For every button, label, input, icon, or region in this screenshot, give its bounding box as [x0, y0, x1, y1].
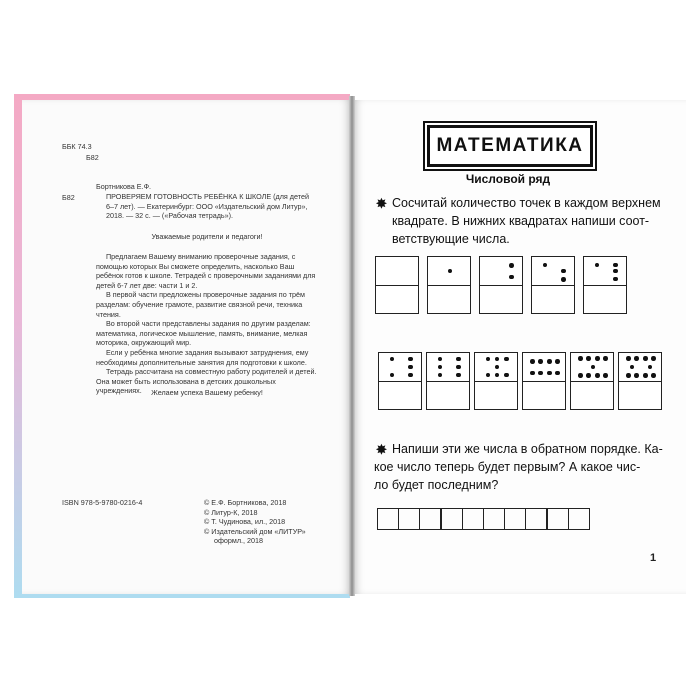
domino-answer-box[interactable] [376, 286, 418, 313]
domino-dot [578, 373, 583, 378]
domino-answer-box[interactable] [480, 286, 522, 313]
answer-cell[interactable] [398, 508, 421, 530]
copyright-block [204, 498, 324, 546]
domino-dot [595, 356, 600, 361]
task-line: Сосчитай количество точек в каждом верхнем [392, 196, 661, 210]
section-title-box [427, 125, 593, 167]
task-line: кое число теперь будет первым? А какое чис- [374, 460, 641, 474]
paragraph: Во второй части представлены задания по другим разделам: математика, логическое мышление, память, внимание, мелкая моторика, окружающий мир. [96, 319, 311, 348]
author-name: Бортникова Е.Ф. [96, 182, 152, 191]
answer-cell[interactable] [483, 508, 506, 530]
domino-dot [591, 365, 596, 370]
domino-dot [561, 277, 566, 282]
answer-cell[interactable] [377, 508, 400, 530]
domino-card [618, 352, 662, 410]
bibliographic-details: (для детей 6–7 лет). — Екатеринбург: ООО «Издательский дом Литур», 2018. — 32 с. — («Рабочая тетрадь»). [106, 192, 309, 221]
domino-answer-box[interactable] [523, 382, 565, 409]
section-title: МАТЕМАТИКА [436, 135, 584, 156]
domino-dot [651, 356, 656, 361]
bbk-code: ББК 74.3 [62, 142, 92, 151]
domino-dot [456, 373, 461, 378]
domino-answer-box[interactable] [619, 382, 661, 409]
book-spine [349, 96, 355, 596]
domino-dot [486, 373, 491, 378]
answer-cell[interactable] [546, 508, 569, 530]
copyright-line: оформл., 2018 [214, 536, 264, 546]
intro-text [96, 252, 318, 396]
domino-dot [408, 373, 413, 378]
domino-answer-box[interactable] [428, 286, 470, 313]
domino-dot [547, 371, 552, 376]
domino-dot [613, 277, 618, 282]
domino-dot [438, 373, 443, 378]
domino-dot [543, 263, 548, 268]
domino-card [522, 352, 566, 410]
domino-dot [634, 373, 639, 378]
domino-dot [634, 356, 639, 361]
domino-dot [530, 359, 535, 364]
domino-dot [504, 357, 509, 362]
domino-dot [626, 373, 631, 378]
answer-cell[interactable] [504, 508, 527, 530]
paragraph: В первой части предложены проверочные задания по трём разделам: обучение грамоте, развитие связной речи, техника чтения. [96, 290, 305, 319]
domino-dot [643, 356, 648, 361]
domino-dot [555, 371, 560, 376]
domino-card [531, 256, 575, 314]
copyright-line: © Е.Ф. Бортникова, 2018 [204, 498, 287, 507]
task-line: Напиши эти же числа в обратном порядке. Ка- [392, 442, 663, 456]
paragraph: Тетрадь рассчитана на совместную работу родителей и детей. Она может быть использована в детских дошкольных учреждениях. [96, 367, 317, 396]
domino-card [583, 256, 627, 314]
domino-card [570, 352, 614, 410]
bibliographic-record [106, 192, 318, 221]
domino-answer-box[interactable] [571, 382, 613, 409]
domino-dot [448, 269, 453, 274]
answer-cell[interactable] [568, 508, 591, 530]
domino-dot [495, 357, 500, 362]
domino-dot [509, 275, 514, 280]
domino-dot [495, 373, 500, 378]
domino-dot [595, 373, 600, 378]
domino-dot [456, 357, 461, 362]
greeting: Уважаемые родители и педагоги! [151, 232, 263, 241]
paragraph: Предлагаем Вашему вниманию проверочные задания, с помощью которых Вы сможете определить, насколько Ваш ребёнок готов к школе. Тетрадей с проверочными заданиями для детей 6-7 лет две: части 1 и 2. [96, 252, 316, 290]
answer-cells[interactable] [378, 508, 590, 530]
domino-answer-box[interactable] [532, 286, 574, 313]
task-star-icon: ✸ [376, 442, 387, 457]
domino-dot [586, 356, 591, 361]
domino-dot [651, 373, 656, 378]
domino-dot [538, 359, 543, 364]
domino-dot [603, 356, 608, 361]
domino-answer-box[interactable] [427, 382, 469, 409]
task-star-icon: ✸ [376, 196, 387, 211]
domino-dot [547, 359, 552, 364]
task-1-text [374, 194, 661, 248]
paragraph: Если у ребёнка многие задания вызывают затруднения, ему необходимы дополнительные занятия для подготовки к школе. [96, 347, 309, 367]
copyright-line: © Литур-К, 2018 [204, 507, 258, 517]
domino-dot [390, 373, 395, 378]
domino-dot [555, 359, 560, 364]
domino-card [479, 256, 523, 314]
domino-dot [456, 365, 461, 370]
book-title: ПРОВЕРЯЕМ ГОТОВНОСТЬ РЕБЁНКА К ШКОЛЕ [106, 192, 272, 201]
domino-dot [561, 269, 566, 274]
domino-card [474, 352, 518, 410]
domino-dot [578, 356, 583, 361]
domino-dot [586, 373, 591, 378]
domino-dot [486, 357, 491, 362]
wish-text: Желаем успеха Вашему ребенку! [151, 388, 263, 397]
domino-card [378, 352, 422, 410]
task-line: ветствующие числа. [392, 232, 510, 246]
author-code: Б82 [86, 153, 99, 162]
domino-card [426, 352, 470, 410]
domino-dot [643, 373, 648, 378]
domino-dot [648, 365, 653, 370]
section-subtitle: Числовой ряд [465, 172, 551, 186]
domino-dot [504, 373, 509, 378]
domino-dot [495, 365, 500, 370]
margin-code: Б82 [62, 193, 75, 202]
task-line: ло будет последним? [374, 478, 499, 492]
domino-dot [509, 263, 514, 268]
task-2-text [374, 440, 663, 494]
domino-dot [626, 356, 631, 361]
domino-dot [630, 365, 635, 370]
task-line: квадрате. В нижних квадратах напиши соот- [392, 214, 650, 228]
domino-answer-box[interactable] [475, 382, 517, 409]
domino-dot [603, 373, 608, 378]
page-number: 1 [650, 552, 657, 564]
answer-cell[interactable] [440, 508, 463, 530]
domino-answer-box[interactable] [379, 382, 421, 409]
domino-dot [438, 357, 443, 362]
answer-cell[interactable] [419, 508, 442, 530]
domino-dot [408, 365, 413, 370]
domino-dot [613, 269, 618, 274]
domino-card [375, 256, 419, 314]
domino-dot [438, 365, 443, 370]
domino-card [427, 256, 471, 314]
isbn: ISBN 978-5-9780-0216-4 [62, 498, 143, 507]
domino-answer-box[interactable] [584, 286, 626, 313]
domino-dot [613, 263, 618, 268]
domino-dot [595, 263, 600, 268]
domino-dot [538, 371, 543, 376]
copyright-line: © Издательский дом «ЛИТУР» [204, 526, 306, 536]
copyright-line: © Т. Чудинова, ил., 2018 [204, 517, 286, 527]
domino-dot [530, 371, 535, 376]
answer-cell[interactable] [462, 508, 485, 530]
domino-dot [390, 357, 395, 362]
domino-dot [408, 357, 413, 362]
answer-cell[interactable] [525, 508, 548, 530]
